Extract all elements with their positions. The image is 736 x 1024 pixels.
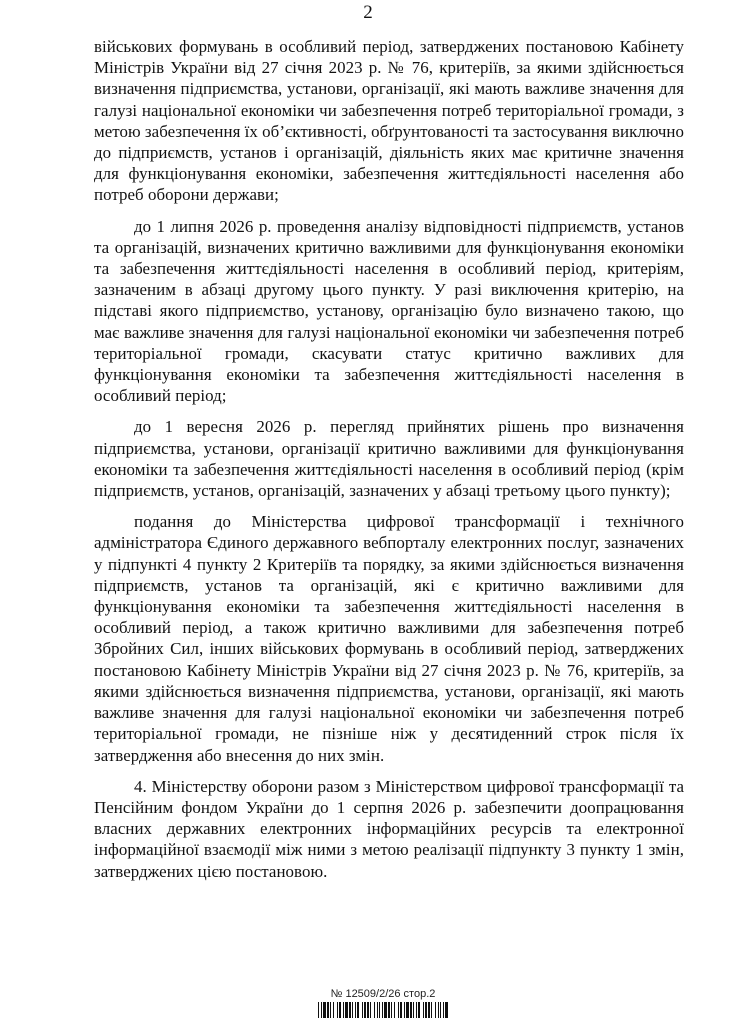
document-body xyxy=(94,36,684,892)
paragraph-submission: подання до Міністерства цифрової трансформації і технічного адміністратора Єдиного державного вебпорталу електронних послуг, зазначених у підпункті 4 пункту 2 Критеріїв та порядку, за якими здійснюється визначення підприємств, установ та організацій, які є критично важливими для функціонування економіки та забезпечення життєдіяльності населення в особливий період, а також критично важливими для забезпечення потреб Збройних Сил, інших військових формувань в особливий період, затверджених постановою Кабінету Міністрів України від 27 січня 2023 р. № 76, критеріїв, за якими здійснюється визначення підприємства, установи, організації, які мають важливе значення для галузі національної економіки чи забезпечення потреб територіальної громади, не пізніше ніж у десятиденний строк після їх затвердження або внесення до них змін. xyxy=(94,512,684,765)
barcode-icon xyxy=(318,1002,448,1018)
document-footer xyxy=(318,988,448,1018)
paragraph-analysis-deadline: до 1 липня 2026 р. проведення аналізу відповідності підприємств, установ та організацій, визначених критично важливими для функціонування економіки та забезпечення життєдіяльності населення в особливий період, критеріям, зазначеним в абзаці другому цього пункту. У разі виключення критерію, на підставі якого підприємство, установу, організацію було визначено такою, що має важливе значення для галузі національної економіки чи забезпечення потреб територіальної громади, скасувати статус критично важливих для функціонування економіки та забезпечення життєдіяльності населення в особливий період; xyxy=(94,216,684,406)
document-stamp: № 12509/2/26 стор.2 xyxy=(330,988,436,1000)
paragraph-review-deadline: до 1 вересня 2026 р. перегляд прийнятих рішень про визначення підприємства, установи, організації критично важливими для функціонування економіки та забезпечення життєдіяльності населення в особливий період (крім підприємств, установ, організацій, зазначених у абзаці третьому цього пункту); xyxy=(94,417,684,501)
paragraph-continued: військових формувань в особливий період, затверджених постановою Кабінету Міністрів України від 27 січня 2023 р. № 76, критеріїв, за якими здійснюється визначення підприємства, установи, організації, які мають важливе значення для галузі національної економіки чи забезпечення потреб територіальної громади, з метою забезпечення їх об’єктивності, обґрунтованості та застосування виключно до підприємств, установ і організацій, діяльність яких має критичне значення для функціонування економіки, забезпечення життєдіяльності населення або потреб оборони держави; xyxy=(94,37,685,205)
paragraph-item-4: 4. Міністерству оборони разом з Міністерством цифрової трансформації та Пенсійним фондом України до 1 серпня 2026 р. забезпечити доопрацювання власних державних електронних інформаційних ресурсів та електронної інформаційної взаємодії між ними з метою реалізації підпункту 3 пункту 1 змін, затверджених цією постановою. xyxy=(94,776,684,881)
page-number: 2 xyxy=(363,2,373,23)
